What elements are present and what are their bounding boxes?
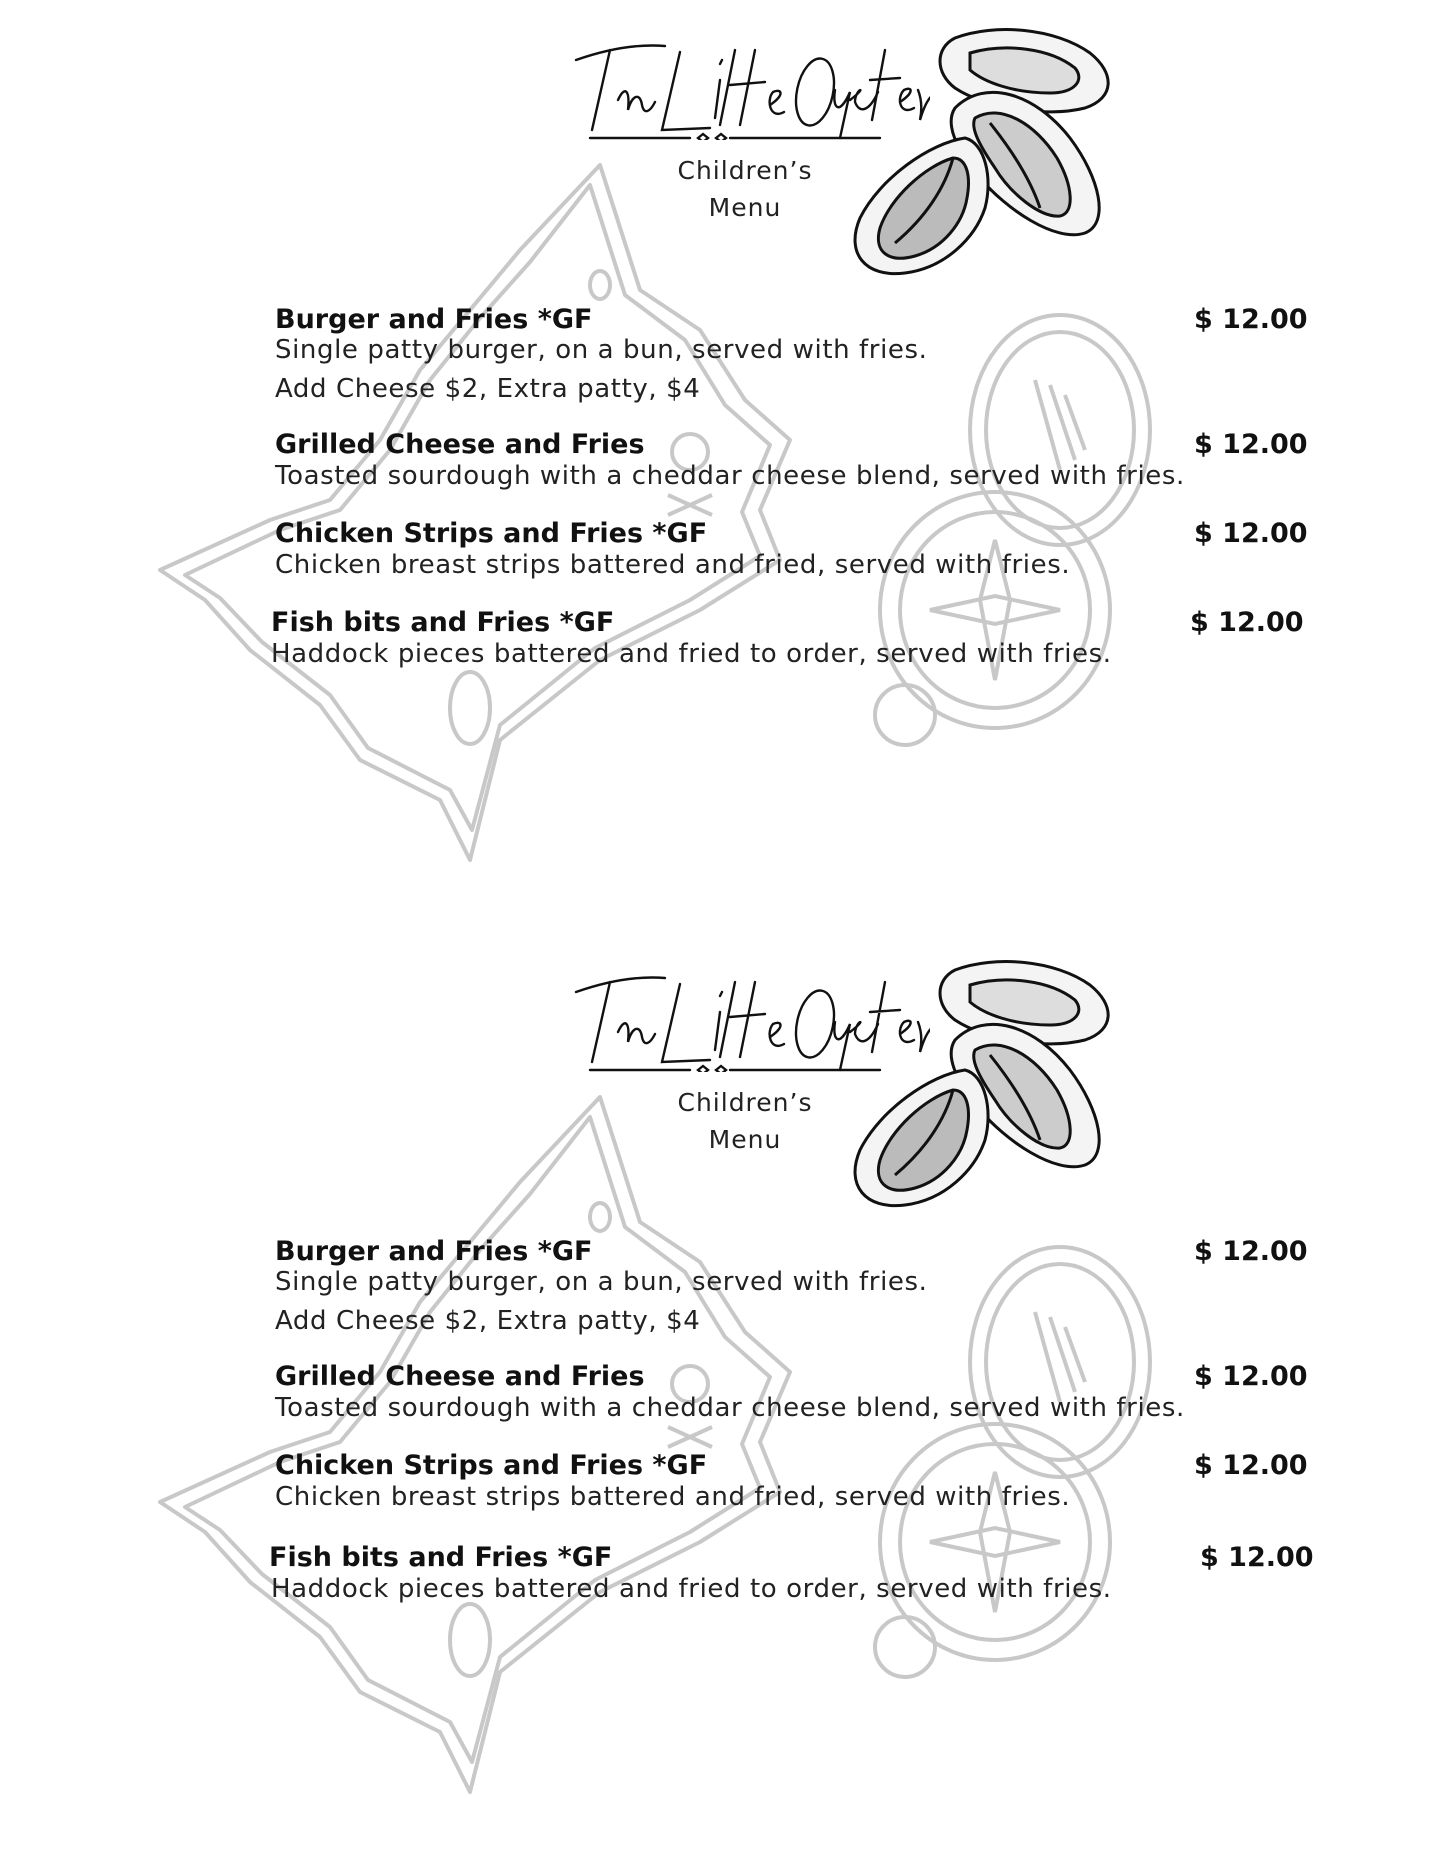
oyster-shells-icon	[835, 950, 1160, 1220]
item-price: $ 12.00	[1190, 607, 1304, 638]
item-price: $ 12.00	[1200, 1542, 1314, 1573]
item-name: Chicken Strips and Fries *GF	[275, 1450, 708, 1481]
item-price: $ 12.00	[1194, 429, 1308, 460]
item-name: Fish bits and Fries *GF	[271, 607, 615, 638]
item-description: Toasted sourdough with a cheddar cheese blend, served with fries.	[275, 1393, 1185, 1423]
menu-panel-2	[0, 932, 1440, 1864]
item-price: $ 12.00	[1194, 518, 1308, 549]
item-name: Fish bits and Fries *GF	[269, 1542, 613, 1573]
item-price: $ 12.00	[1194, 1450, 1308, 1481]
item-description: Haddock pieces battered and fried to order, served with fries.	[271, 639, 1112, 669]
item-description: Single patty burger, on a bun, served with fries.	[275, 1267, 928, 1297]
item-description: Haddock pieces battered and fried to order, served with fries.	[271, 1574, 1112, 1604]
item-name: Grilled Cheese and Fries	[275, 1361, 645, 1392]
item-description: Chicken breast strips battered and fried, served with fries.	[275, 550, 1071, 580]
item-name: Burger and Fries *GF	[275, 1236, 593, 1267]
item-price: $ 12.00	[1194, 1361, 1308, 1392]
item-name: Grilled Cheese and Fries	[275, 429, 645, 460]
item-price: $ 12.00	[1194, 304, 1308, 335]
item-description: Add Cheese $2, Extra patty, $4	[275, 1306, 701, 1336]
menu-subtitle	[620, 152, 870, 226]
item-description: Add Cheese $2, Extra patty, $4	[275, 374, 701, 404]
subtitle-line-1: Children’s	[677, 1088, 813, 1117]
subtitle-line-1: Children’s	[677, 156, 813, 185]
subtitle-line-2: Menu	[708, 193, 782, 222]
subtitle-line-2: Menu	[708, 1125, 782, 1154]
item-description: Toasted sourdough with a cheddar cheese blend, served with fries.	[275, 461, 1185, 491]
oyster-shells-icon	[835, 18, 1160, 288]
item-name: Burger and Fries *GF	[275, 304, 593, 335]
menu-subtitle	[620, 1084, 870, 1158]
item-description: Chicken breast strips battered and fried, served with fries.	[275, 1482, 1071, 1512]
item-description: Single patty burger, on a bun, served with fries.	[275, 335, 928, 365]
item-name: Chicken Strips and Fries *GF	[275, 518, 708, 549]
item-price: $ 12.00	[1194, 1236, 1308, 1267]
